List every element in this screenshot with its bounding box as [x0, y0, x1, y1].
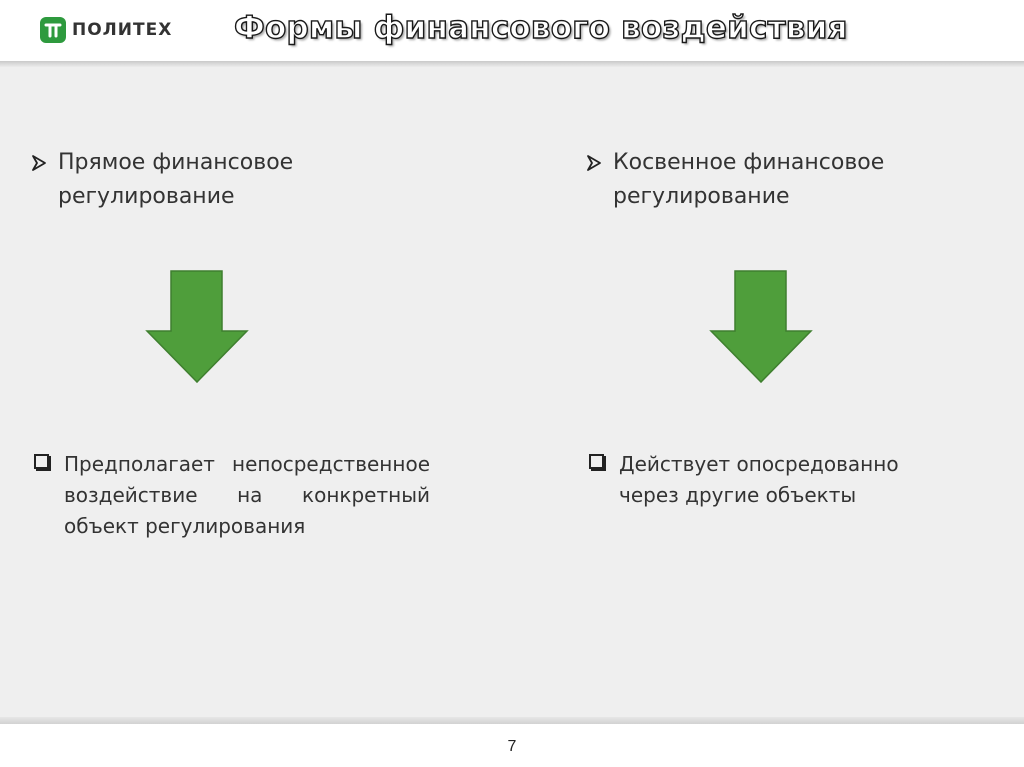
- right-heading: Косвенное финансовое регулирование: [613, 150, 885, 209]
- page-number: 7: [507, 738, 517, 755]
- header: [0, 0, 1024, 62]
- left-description: Предполагает непосредственное воздействие на конкретный объект регулирования: [64, 452, 430, 538]
- left-description-block: [30, 449, 430, 542]
- logo: [40, 16, 172, 44]
- arrow-bullet-icon: [30, 146, 58, 182]
- checkbox-bullet-icon: [585, 449, 619, 469]
- arrow-bullet-icon: [585, 146, 613, 182]
- left-heading-block: [30, 146, 440, 214]
- right-heading-block: [585, 146, 915, 214]
- right-description: Действует опосредованно через другие объекты: [619, 452, 899, 507]
- down-arrow-icon: [145, 270, 249, 388]
- down-arrow-icon: [709, 270, 813, 388]
- logo-text: ПОЛИТЕХ: [72, 20, 173, 40]
- checkbox-bullet-icon: [30, 449, 64, 469]
- left-heading: Прямое финансовое регулирование: [58, 150, 294, 209]
- page-title: Формы финансового воздействия: [234, 10, 848, 46]
- logo-mark-icon: [40, 17, 66, 43]
- right-description-block: [585, 449, 925, 511]
